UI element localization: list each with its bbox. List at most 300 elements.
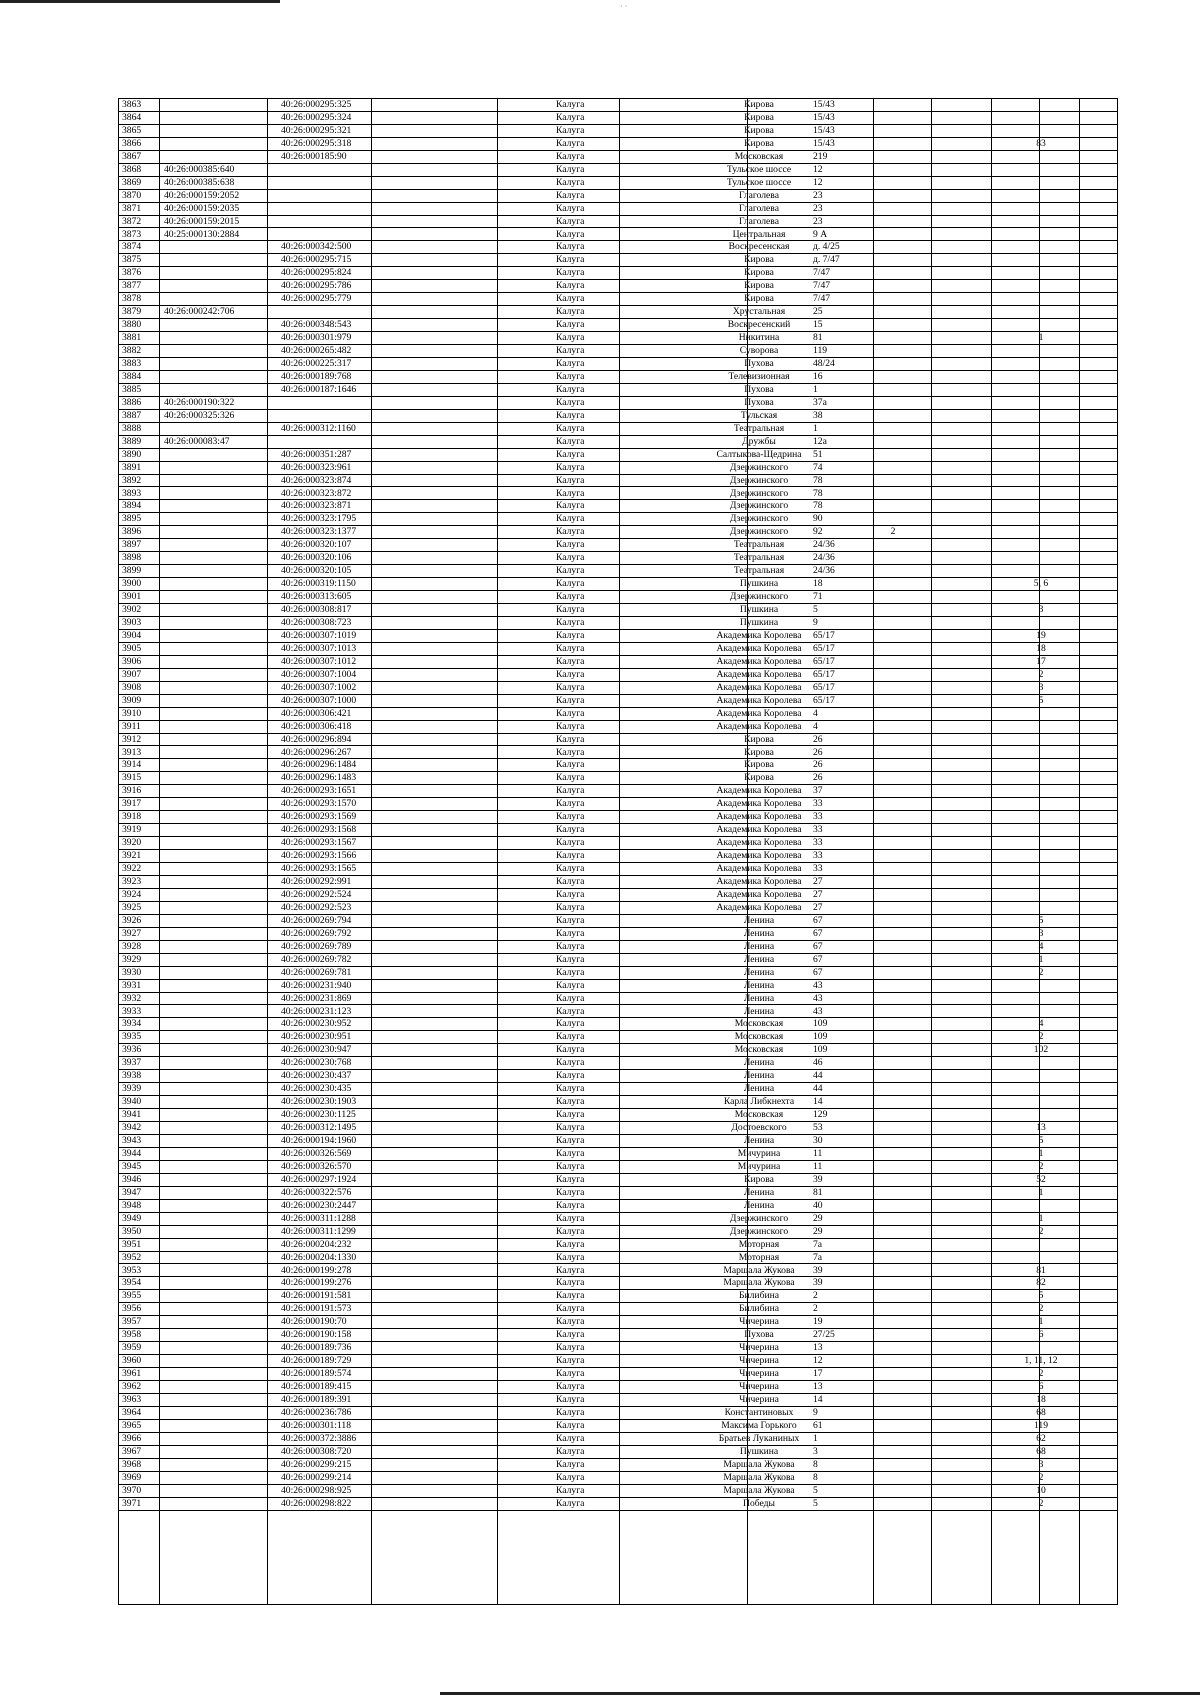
cadastral-number-1 — [164, 1329, 269, 1341]
house-cell: 5 — [813, 604, 818, 616]
cadastral-number-1 — [164, 280, 269, 292]
cadastral-number-2: 40:26:000231:940 — [281, 979, 352, 991]
house-cell: 12а — [813, 435, 827, 447]
cadastral-number-1 — [164, 850, 269, 862]
street-cell: Театральная — [733, 552, 785, 564]
cadastral-number-2: 40:26:000312:1495 — [281, 1122, 357, 1134]
street-cell: Глаголева — [739, 215, 779, 227]
cadastral-number-2: 40:26:000320:105 — [281, 565, 352, 577]
cadastral-number-2: 40:26:000295:324 — [281, 111, 352, 123]
cadastral-number-1 — [164, 915, 269, 927]
city-cell: Калуга — [556, 720, 585, 732]
cadastral-number-2: 40:26:000231:869 — [281, 992, 352, 1004]
cadastral-number-1 — [164, 293, 269, 305]
house-cell: 27 — [813, 901, 823, 913]
city-cell: Калуга — [556, 876, 585, 887]
apartment-cell — [981, 371, 1101, 383]
city-cell: Калуга — [556, 1277, 585, 1289]
cadastral-number-1: 40:26:000159:2052 — [164, 189, 240, 201]
cadastral-number-2: 40:26:000296:267 — [281, 746, 352, 758]
house-cell: 27/25 — [813, 1329, 835, 1341]
row-number: 3921 — [122, 850, 142, 862]
city-cell: Калуга — [556, 1264, 585, 1276]
city-cell: Калуга — [556, 137, 585, 149]
extra-cell — [867, 578, 919, 590]
city-cell: Калуга — [556, 604, 585, 616]
cadastral-number-2 — [281, 190, 381, 202]
city-cell: Калуга — [556, 1109, 585, 1121]
extra-cell — [867, 384, 919, 396]
house-cell: 29 — [813, 1212, 823, 1224]
house-cell: 12 — [813, 163, 823, 175]
cadastral-number-1 — [164, 423, 269, 435]
house-cell: 48/24 — [813, 358, 835, 369]
apartment-cell — [981, 837, 1101, 849]
row-number: 3877 — [122, 280, 142, 292]
house-cell: 12 — [813, 176, 823, 188]
street-cell: Академика Королева — [716, 888, 802, 900]
cadastral-number-2: 40:26:000230:952 — [281, 1018, 352, 1030]
street-cell: Пушкина — [739, 604, 779, 616]
cadastral-number-1 — [164, 1148, 269, 1160]
street-cell: Билибина — [739, 1303, 779, 1315]
row-number: 3883 — [122, 358, 142, 369]
cadastral-number-1 — [164, 591, 269, 603]
cadastral-number-2: 40:26:000298:822 — [281, 1497, 352, 1509]
extra-cell — [867, 397, 919, 409]
city-cell: Калуга — [556, 539, 585, 551]
table-row — [119, 734, 1117, 747]
street-cell: Маршала Жукова — [723, 1471, 795, 1483]
row-number: 3928 — [122, 940, 142, 952]
street-cell: Дзержинского — [729, 500, 789, 512]
cadastral-number-2: 40:26:000269:781 — [281, 966, 352, 978]
city-cell: Калуга — [556, 992, 585, 1004]
table-row — [119, 1290, 1117, 1303]
row-number: 3927 — [122, 927, 142, 939]
house-cell: 81 — [813, 332, 823, 344]
cadastral-number-1 — [164, 1200, 269, 1212]
street-cell: Ленина — [743, 1083, 775, 1095]
cadastral-number-2: 40:26:000295:321 — [281, 124, 352, 136]
extra-cell — [867, 203, 919, 215]
row-number: 3929 — [122, 953, 142, 965]
street-cell: Академика Королева — [716, 707, 802, 719]
row-number: 3906 — [122, 655, 142, 667]
table-row — [119, 332, 1117, 345]
cadastral-number-1 — [164, 889, 269, 901]
row-number: 3950 — [122, 1225, 142, 1237]
house-cell: 39 — [813, 1277, 823, 1289]
city-cell: Калуга — [556, 500, 585, 512]
city-cell: Калуга — [556, 487, 585, 499]
table-row — [119, 1355, 1117, 1368]
city-cell: Калуга — [556, 591, 585, 603]
row-number: 3911 — [122, 720, 141, 732]
table-row — [119, 1057, 1117, 1070]
cadastral-number-2: 40:26:000293:1651 — [281, 785, 357, 797]
row-number: 3936 — [122, 1044, 142, 1056]
house-cell: 16 — [813, 370, 823, 382]
cadastral-number-1 — [164, 630, 269, 642]
street-cell: Тульская — [740, 409, 778, 421]
table-row — [119, 410, 1117, 423]
cadastral-number-1 — [164, 656, 269, 668]
extra-cell — [867, 112, 919, 124]
apartment-cell: 52 — [1036, 1173, 1046, 1185]
table-row — [119, 1459, 1117, 1472]
table-row — [119, 617, 1117, 630]
row-number: 3871 — [122, 202, 142, 214]
cadastral-number-2: 40:26:000295:779 — [281, 293, 352, 305]
cadastral-number-2: 40:26:000307:1000 — [281, 694, 357, 706]
apartment-cell: 2 — [1038, 1031, 1044, 1043]
apartment-cell: 2 — [1038, 966, 1044, 978]
cadastral-number-1 — [164, 449, 269, 461]
house-cell: 61 — [813, 1419, 823, 1431]
street-cell: Ленина — [743, 1070, 775, 1082]
house-cell: 23 — [813, 215, 823, 227]
cadastral-number-2: 40:26:000269:792 — [281, 927, 352, 939]
street-cell: Пухова — [744, 1329, 774, 1341]
city-cell: Калуга — [556, 901, 585, 913]
row-number: 3953 — [122, 1264, 142, 1276]
house-cell: 67 — [813, 953, 823, 965]
cadastral-number-2: 40:26:000313:605 — [281, 591, 352, 603]
house-cell: 24/36 — [813, 552, 835, 564]
extra-cell — [867, 1394, 919, 1406]
apartment-cell — [981, 203, 1101, 215]
extra-cell — [867, 980, 919, 992]
row-number: 3925 — [122, 901, 142, 913]
city-cell: Калуга — [556, 267, 585, 279]
house-cell: 51 — [813, 448, 823, 460]
row-number: 3902 — [122, 604, 142, 616]
row-number: 3896 — [122, 526, 142, 538]
house-cell: 23 — [813, 202, 823, 214]
apartment-cell — [981, 824, 1101, 836]
house-cell: 7/47 — [813, 267, 831, 279]
table-row — [119, 1174, 1117, 1187]
apartment-cell — [981, 99, 1101, 111]
street-cell: Никитина — [738, 332, 780, 344]
extra-cell — [867, 1226, 919, 1238]
cadastral-number-1 — [164, 1498, 269, 1510]
street-cell: Кирова — [744, 1173, 774, 1185]
house-cell: 12 — [813, 1355, 823, 1367]
city-cell: Калуга — [556, 1458, 585, 1470]
extra-cell — [867, 967, 919, 979]
apartment-cell: 18 — [1036, 642, 1046, 654]
cadastral-number-1 — [164, 1083, 269, 1095]
table-row — [119, 552, 1117, 565]
row-number: 3904 — [122, 629, 142, 641]
city-cell: Калуга — [556, 332, 585, 344]
street-cell: Хрустальная — [732, 306, 786, 318]
cadastral-number-1: 40:25:000130:2884 — [164, 228, 240, 240]
cadastral-number-1 — [164, 734, 269, 746]
street-cell: Кирова — [744, 280, 774, 292]
apartment-cell: 1 — [1038, 1316, 1044, 1328]
extra-cell — [867, 488, 919, 500]
apartment-cell — [981, 319, 1101, 331]
cadastral-number-2: 40:26:000296:894 — [281, 733, 352, 745]
extra-cell — [867, 371, 919, 383]
city-cell: Калуга — [556, 176, 585, 188]
apartment-cell — [981, 721, 1101, 733]
cadastral-number-2: 40:26:000230:437 — [281, 1070, 352, 1082]
apartment-cell — [981, 475, 1101, 487]
cadastral-number-1 — [164, 772, 269, 784]
cadastral-number-1 — [164, 241, 269, 253]
city-cell: Калуга — [556, 733, 585, 745]
house-cell: 30 — [813, 1135, 823, 1146]
cadastral-number-1 — [164, 1368, 269, 1380]
apartment-cell — [981, 617, 1101, 629]
apartment-cell: 5 — [1038, 694, 1044, 706]
table-row — [119, 1226, 1117, 1239]
house-cell: 109 — [813, 1044, 828, 1056]
apartment-cell — [981, 993, 1101, 1005]
apartment-cell: 1 — [1038, 1212, 1044, 1224]
apartment-cell — [981, 151, 1101, 163]
street-cell: Братьев Луканиных — [718, 1432, 800, 1444]
house-cell: 65/17 — [813, 629, 835, 641]
street-cell: Ленина — [743, 1135, 775, 1146]
cadastral-number-1 — [164, 863, 269, 875]
house-cell: 14 — [813, 1096, 823, 1108]
row-number: 3951 — [122, 1238, 142, 1250]
table-row — [119, 293, 1117, 306]
city-cell: Калуга — [556, 850, 585, 862]
house-cell: 15/43 — [813, 111, 835, 123]
city-cell: Калуга — [556, 111, 585, 123]
table-row — [119, 539, 1117, 552]
row-number: 3949 — [122, 1212, 142, 1224]
table-row — [119, 125, 1117, 138]
house-cell: 14 — [813, 1394, 823, 1405]
cadastral-number-2: 40:26:000298:925 — [281, 1484, 352, 1496]
table-row — [119, 1265, 1117, 1278]
cadastral-number-1 — [164, 708, 269, 720]
city-cell: Калуга — [556, 953, 585, 965]
extra-cell — [867, 254, 919, 266]
city-cell: Калуга — [556, 124, 585, 136]
city-cell: Калуга — [556, 228, 585, 240]
table-row — [119, 1472, 1117, 1485]
cadastral-number-1 — [164, 526, 269, 538]
row-number: 3913 — [122, 746, 142, 758]
apartment-cell — [981, 513, 1101, 525]
cadastral-number-1 — [164, 513, 269, 525]
apartment-cell — [981, 177, 1101, 189]
city-cell: Калуга — [556, 1329, 585, 1341]
extra-cell — [867, 99, 919, 111]
street-cell: Воскресенская — [728, 241, 790, 253]
house-cell: д. 4/25 — [813, 241, 840, 253]
table-row — [119, 1148, 1117, 1161]
table-row — [119, 850, 1117, 863]
cadastral-number-1 — [164, 617, 269, 629]
extra-cell — [867, 1277, 919, 1289]
table-row — [119, 863, 1117, 876]
cadastral-number-1 — [164, 384, 269, 396]
cadastral-number-2: 40:26:000297:1924 — [281, 1173, 357, 1185]
apartment-cell — [981, 345, 1101, 357]
cadastral-number-2: 40:26:000295:824 — [281, 267, 352, 279]
row-number: 3863 — [122, 99, 142, 110]
table-row — [119, 1096, 1117, 1109]
apartment-cell — [981, 811, 1101, 823]
apartment-cell: 82 — [1036, 1277, 1046, 1289]
apartment-cell — [981, 565, 1101, 577]
house-cell: 15/43 — [813, 124, 835, 136]
cadastral-number-2: 40:26:000230:1125 — [281, 1109, 356, 1121]
street-cell: Чичерина — [739, 1355, 779, 1367]
house-cell: 38 — [813, 409, 823, 421]
house-cell: 29 — [813, 1225, 823, 1237]
apartment-cell — [981, 850, 1101, 862]
cadastral-number-2: 40:26:000189:736 — [281, 1342, 352, 1354]
row-number: 3903 — [122, 617, 142, 628]
cadastral-number-2: 40:26:000189:415 — [281, 1381, 352, 1393]
cadastral-number-1 — [164, 578, 269, 590]
table-row — [119, 462, 1117, 475]
street-cell: Победы — [743, 1497, 775, 1509]
cadastral-number-1 — [164, 254, 269, 266]
row-number: 3907 — [122, 668, 142, 680]
table-row — [119, 1277, 1117, 1290]
apartment-cell: 3 — [1038, 927, 1044, 939]
extra-cell — [867, 319, 919, 331]
apartment-cell — [981, 1239, 1101, 1251]
cadastral-number-2: 40:26:000190:70 — [281, 1316, 347, 1328]
row-number: 3897 — [122, 539, 142, 551]
cadastral-number-2: 40:26:000323:1377 — [281, 526, 357, 538]
house-cell: 19 — [813, 1316, 823, 1328]
apartment-cell — [981, 358, 1101, 370]
house-cell: д. 7/47 — [813, 254, 840, 266]
city-cell: Калуга — [556, 863, 585, 875]
apartment-cell: 2 — [1038, 1368, 1044, 1380]
house-cell: 26 — [813, 772, 823, 784]
cadastral-number-1 — [164, 1239, 269, 1251]
street-cell: Кирова — [744, 267, 774, 279]
row-number: 3961 — [122, 1368, 142, 1380]
city-cell: Калуга — [556, 422, 585, 434]
extra-cell — [867, 1083, 919, 1095]
cadastral-number-2: 40:26:000189:391 — [281, 1394, 352, 1405]
table-row — [119, 1498, 1117, 1511]
row-number: 3895 — [122, 513, 142, 525]
house-cell: 24/36 — [813, 539, 835, 551]
table-row — [119, 980, 1117, 993]
street-cell: Моторная — [738, 1251, 780, 1263]
apartment-cell: 5, 6 — [1033, 578, 1049, 590]
table-row — [119, 1329, 1117, 1342]
city-cell: Калуга — [556, 1044, 585, 1056]
house-cell: 15 — [813, 319, 823, 331]
extra-cell — [867, 358, 919, 370]
table-row — [119, 967, 1117, 980]
extra-cell — [867, 811, 919, 823]
street-cell: Достоевского — [731, 1122, 787, 1134]
cadastral-number-1 — [164, 798, 269, 810]
extra-cell — [867, 1342, 919, 1354]
cadastral-number-2: 40:26:000323:1795 — [281, 513, 357, 525]
city-cell: Калуга — [556, 694, 585, 706]
row-number: 3952 — [122, 1251, 142, 1263]
apartment-cell — [981, 280, 1101, 292]
extra-cell — [867, 889, 919, 901]
house-cell: 71 — [813, 591, 823, 603]
apartment-cell — [981, 1200, 1101, 1212]
house-cell: 1 — [813, 1432, 818, 1444]
city-cell: Калуга — [556, 655, 585, 667]
street-cell: Воскресенский — [727, 319, 791, 331]
cadastral-number-1 — [164, 902, 269, 914]
apartment-cell — [981, 306, 1101, 318]
street-cell: Театральная — [733, 565, 785, 577]
cadastral-number-1 — [164, 1213, 269, 1225]
cadastral-number-1 — [164, 941, 269, 953]
cadastral-number-2: 40:26:000307:1002 — [281, 681, 357, 693]
row-number: 3867 — [122, 150, 142, 162]
extra-cell — [867, 125, 919, 137]
cadastral-number-2: 40:26:000231:123 — [281, 1005, 352, 1017]
cadastral-number-1 — [164, 99, 269, 111]
row-number: 3944 — [122, 1147, 142, 1159]
apartment-cell — [981, 436, 1101, 448]
cadastral-number-2: 40:26:000308:817 — [281, 604, 352, 616]
cadastral-number-1 — [164, 1057, 269, 1069]
cadastral-number-1 — [164, 954, 269, 966]
street-cell: Академика Королева — [716, 850, 802, 862]
house-cell: 27 — [813, 876, 823, 887]
row-number: 3909 — [122, 694, 142, 706]
row-number: 3910 — [122, 707, 142, 719]
table-row — [119, 513, 1117, 526]
house-cell: 37а — [813, 396, 827, 408]
cadastral-number-2: 40:26:000189:729 — [281, 1355, 352, 1367]
table-row — [119, 500, 1117, 513]
extra-cell — [867, 915, 919, 927]
cadastral-number-1 — [164, 811, 269, 823]
extra-cell — [867, 876, 919, 888]
cadastral-number-1: 40:26:000325:326 — [164, 409, 235, 421]
row-number: 3967 — [122, 1445, 142, 1457]
cadastral-number-1 — [164, 1031, 269, 1043]
extra-cell — [867, 449, 919, 461]
cadastral-number-1 — [164, 1316, 269, 1328]
row-number: 3930 — [122, 966, 142, 978]
house-cell: 15/43 — [813, 99, 835, 110]
apartment-cell: 81 — [1036, 1264, 1046, 1276]
house-cell: 37 — [813, 785, 823, 797]
cadastral-number-1 — [164, 1303, 269, 1315]
apartment-cell — [981, 190, 1101, 202]
row-number: 3963 — [122, 1394, 142, 1405]
cadastral-number-1 — [164, 669, 269, 681]
table-row — [119, 1187, 1117, 1200]
street-cell: Дружбы — [742, 435, 776, 447]
city-cell: Калуга — [556, 617, 585, 628]
apartment-cell — [981, 1070, 1101, 1082]
city-cell: Калуга — [556, 1406, 585, 1418]
street-cell: Суворова — [739, 345, 779, 357]
cadastral-number-2: 40:26:000301:118 — [281, 1419, 351, 1431]
row-number: 3964 — [122, 1406, 142, 1418]
